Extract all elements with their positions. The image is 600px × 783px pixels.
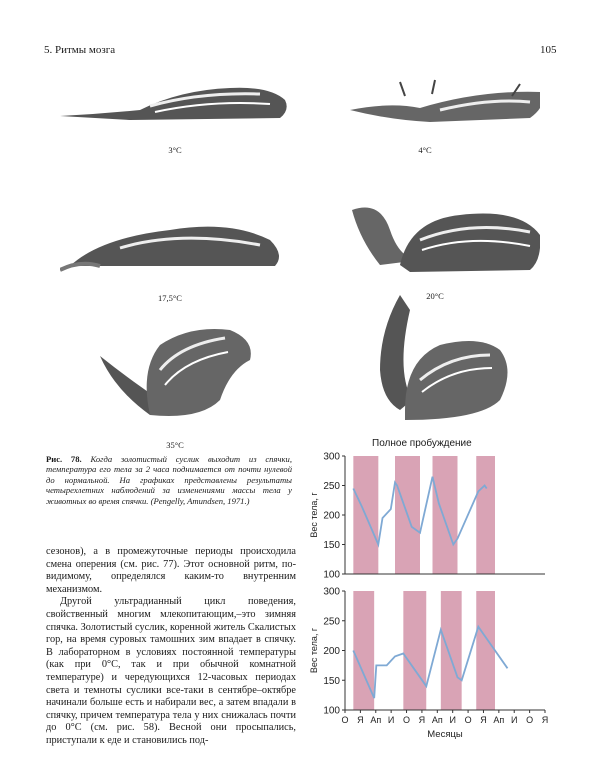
caption-label: Рис. 78. — [46, 454, 82, 464]
hibernation-band — [441, 591, 462, 710]
y-tick-label: 250 — [323, 481, 340, 492]
x-tick-label: Я — [418, 715, 426, 725]
hibernation-band — [476, 456, 495, 574]
x-tick-label: Ап — [431, 715, 443, 725]
x-tick-label: Ап — [370, 715, 382, 725]
temp-label-2: 4°C — [418, 145, 432, 155]
caption-text: Когда золотистый суслик выходит из спячки, температура его тела за 2 часа поднимается от почти нулевой до нормальной. На графиках представлены результаты четырехлетних наблюдений за изменениями массы тела у животных во время спячки. (Pengelly, Amundsen, 1971.) — [46, 454, 292, 506]
y-tick-label: 150 — [323, 675, 340, 687]
y-tick-label: 300 — [323, 586, 340, 598]
paragraph-1: сезонов), а в промежуточные периоды происходила смена оперения (см. рис. 77). Этот основной ритм, по-видимому, определялся каким-то внутренним механизмом. — [46, 546, 296, 595]
x-tick-label: О — [526, 715, 534, 725]
y-tick-label: 250 — [323, 616, 340, 628]
chart-title: Полное пробуждение — [372, 438, 472, 449]
page-number: 105 — [540, 44, 557, 56]
y-tick-label: 150 — [323, 540, 340, 551]
temp-label-4: 20°C — [426, 291, 444, 301]
x-tick-label: Я — [480, 715, 487, 725]
x-tick-label: О — [403, 715, 411, 725]
chart-panel-1 — [309, 452, 545, 581]
squirrel-20c-illustration — [352, 208, 540, 273]
y-axis-label: Вес тела, г — [309, 492, 319, 538]
y-tick-label: 300 — [323, 451, 340, 463]
figure-caption — [46, 454, 292, 506]
squirrel-illustrations — [60, 70, 540, 450]
temp-label-1: 3°C — [168, 145, 182, 155]
y-tick-label: 100 — [323, 569, 340, 581]
x-tick-label: Ап — [493, 715, 505, 725]
x-tick-label: О — [464, 715, 472, 725]
temp-label-5: 35°C — [166, 440, 184, 450]
body-weight-charts — [305, 448, 565, 748]
y-tick-label: 200 — [323, 646, 340, 657]
squirrel-upright-illustration — [380, 295, 508, 420]
x-tick-label: И — [387, 715, 395, 725]
x-tick-label: Я — [541, 715, 549, 725]
running-header: 5. Ритмы мозга — [44, 44, 116, 56]
hibernation-band — [403, 591, 426, 710]
chart-panel-2 — [309, 587, 548, 741]
squirrel-17c-illustration — [60, 227, 279, 270]
x-tick-label: И — [510, 715, 518, 725]
squirrel-4c-illustration — [350, 80, 540, 122]
body-text — [46, 546, 296, 748]
y-tick-label: 100 — [323, 705, 340, 717]
squirrel-35c-illustration — [100, 329, 251, 416]
y-axis-label: Вес тела, г — [309, 627, 319, 674]
paragraph-2: Другой ультрадианный цикл поведения, свойственный многим млекопитающим,–это зимняя спячка. Золотистый суслик, коренной житель Скалистых гор, на время суровых тамошних зим впадает в спячку. В лабораторном в условиях постоянной температуры (как при 0°C, так и при обычной комнатной температуре) и чередующихся 12-часовых периодах света и темноты суслики все-таки в сентябре–октябре начинали больше есть и набирали вес, а затем впадали в спячку, причем температура тела у них снижалась почти до 0°C (см. рис. 58). Весной они просыпались, приступали к еде и становились под- — [46, 596, 296, 746]
x-tick-label: Я — [357, 715, 364, 725]
x-tick-label: О — [341, 715, 349, 725]
temp-label-3: 17,5°C — [158, 293, 182, 303]
x-tick-label: И — [449, 715, 456, 725]
x-axis-label: Месяцы — [427, 729, 463, 740]
squirrel-3c-illustration — [60, 88, 287, 120]
y-tick-label: 200 — [323, 510, 340, 522]
hibernation-band — [433, 456, 458, 574]
hibernation-band — [476, 591, 495, 710]
